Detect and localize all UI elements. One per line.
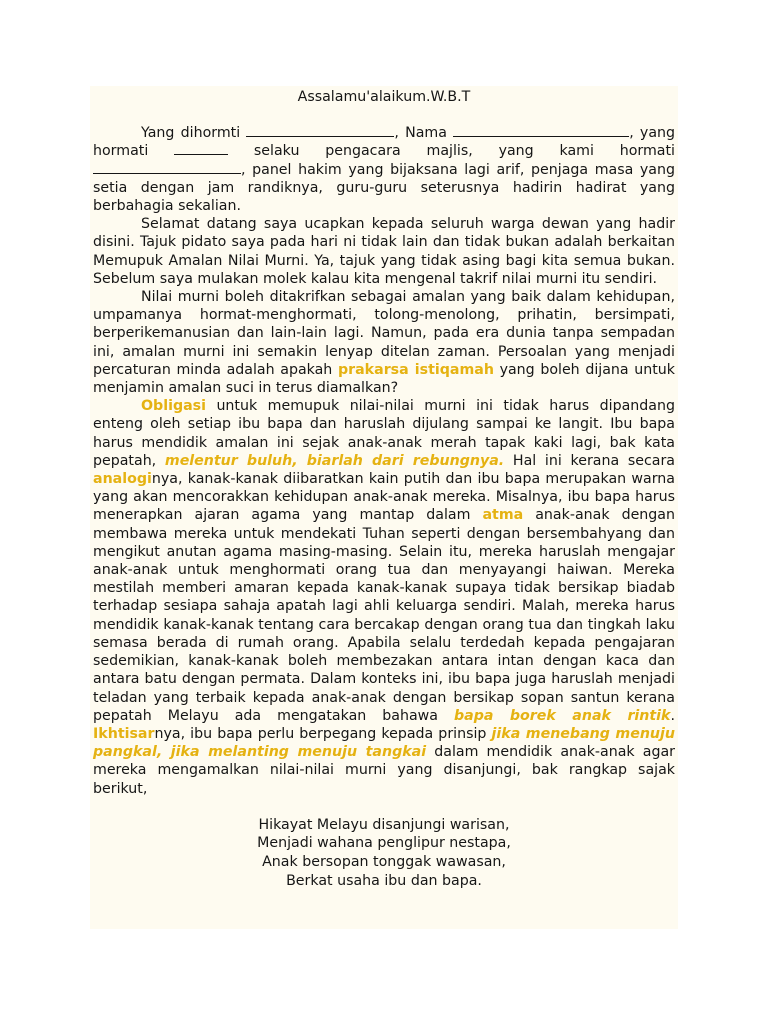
text-run: Nilai murni boleh ditakrifkan sebagai amalan yang baik dalam kehidupan, umpamanya hormat-menghormati, tolong-menolong, prihatin, bersimpati, berperikemanusian dan lain-lain lagi. Namun, pada era dunia tanpa sempadan ini, amalan murni ini semakin lenyap ditelan zaman. Persoalan yang menjadi percaturan minda adalah apakah (93, 289, 675, 378)
paragraph-definition (93, 288, 675, 397)
poem-line: Anak bersopan tonggak wawasan, (262, 853, 506, 870)
highlight-term: prakarsa istiqamah (337, 361, 494, 378)
text-run: Hal ini kerana secara (504, 452, 676, 469)
paragraph-body (93, 397, 675, 797)
poem-line: Hikayat Melayu disanjungi warisan, (258, 816, 510, 833)
blank-line-4 (93, 161, 241, 174)
paragraph-greeting (93, 124, 675, 215)
text-run: , yang hormati (93, 125, 676, 160)
paragraph-intro: Selamat datang saya ucapkan kepada seluruh warga dewan yang hadir disini. Tajuk pidato saya pada hari ni tidak lain dan tidak bukan adalah berkaitan Memupuk Amalan Nilai Murni. Ya, tajuk yang tidak asing bagi kita semua bukan. Sebelum saya mulakan molek kalau kita mengenal takrif nilai murni itu sendiri. (93, 216, 675, 287)
poem-stanza (93, 816, 675, 890)
text-run: yang boleh dijana untuk menjamin amalan suci in terus diamalkan? (93, 361, 675, 397)
text-run: Yang dihormti (141, 125, 247, 142)
text-run: selaku pengacara majlis, yang kami hormati (228, 143, 675, 160)
highlight-term: Ikhtisar (93, 725, 155, 742)
highlight-proverb: jika menebang menuju pangkal, jika melanting menuju tangkai (93, 725, 675, 761)
highlight-term: Obligasi (141, 398, 206, 415)
poem-line: Berkat usaha ibu dan bapa. (286, 872, 482, 889)
text-run: , panel hakim yang bijaksana lagi arif, penjaga masa yang setia dengan jam randiknya, guru-guru seterusnya hadirin hadirat yang berbahagia sekalian. (93, 161, 675, 215)
highlight-term: atma (482, 507, 524, 524)
speech-text (93, 88, 675, 890)
page-title: Assalamu'alaikum.W.B.T (297, 89, 471, 105)
text-run: . (670, 707, 675, 724)
blank-line-2 (453, 124, 629, 137)
highlight-proverb: bapa borek anak rintik (454, 707, 671, 724)
text-run: , Nama (394, 125, 454, 142)
blank-line-3 (174, 142, 228, 155)
poem-line: Menjadi wahana penglipur nestapa, (257, 835, 511, 852)
text-run: nya, kanak-kanak diibaratkan kain putih dan ibu bapa merupakan warna yang akan mencorakkan kehidupan anak-anak mereka. Misalnya, ibu bapa harus menerapkan ajaran agama yang mantap dalam (93, 471, 675, 524)
text-run: anak-anak dengan membawa mereka untuk mendekati Tuhan seperti dengan bersembahyang dan mengikut anutan agama masing-masing. Selain itu, mereka haruslah mengajar anak-anak untuk menghormati orang tua dan menyayangi haiwan. Mereka mestilah memberi amaran kepada kanak-kanak supaya tidak bersikap biadab terhadap sesiapa sahaja apatah lagi ahli keluarga sendiri. Malah, mereka harus mendidik kanak-kanak tentang cara bercakap dengan orang tua dan tingkah laku semasa berada di rumah orang. Apabila selalu terdedah kepada pengajaran sedemikian, kanak-kanak boleh membezakan antara intan dengan kaca dan antara batu dengan permata. Dalam konteks ini, ibu bapa juga haruslah menjadi teladan yang terbaik kepada anak-anak dengan bersikap sopan santun kerana pepatah Melayu ada mengatakan bahawa (93, 507, 675, 724)
text-run: dalam mendidik anak-anak agar mereka mengamalkan nilai-nilai murni yang disanjungi, bak rangkap sajak berikut, (93, 744, 675, 797)
text-run: untuk memupuk nilai-nilai murni ini tidak harus dipandang enteng oleh setiap ibu bapa dan haruslah dijulang sampai ke langit. Ibu bapa harus mendidik amalan ini sejak anak-anak merah tapak kaki lagi, bak kata pepatah, (93, 398, 675, 469)
highlight-proverb: melentur buluh, biarlah dari rebungnya. (164, 452, 505, 469)
blank-line-1 (246, 124, 394, 137)
highlight-term: analogi (93, 471, 152, 488)
text-run: nya, ibu bapa perlu berpegang kepada prinsip (154, 725, 492, 742)
